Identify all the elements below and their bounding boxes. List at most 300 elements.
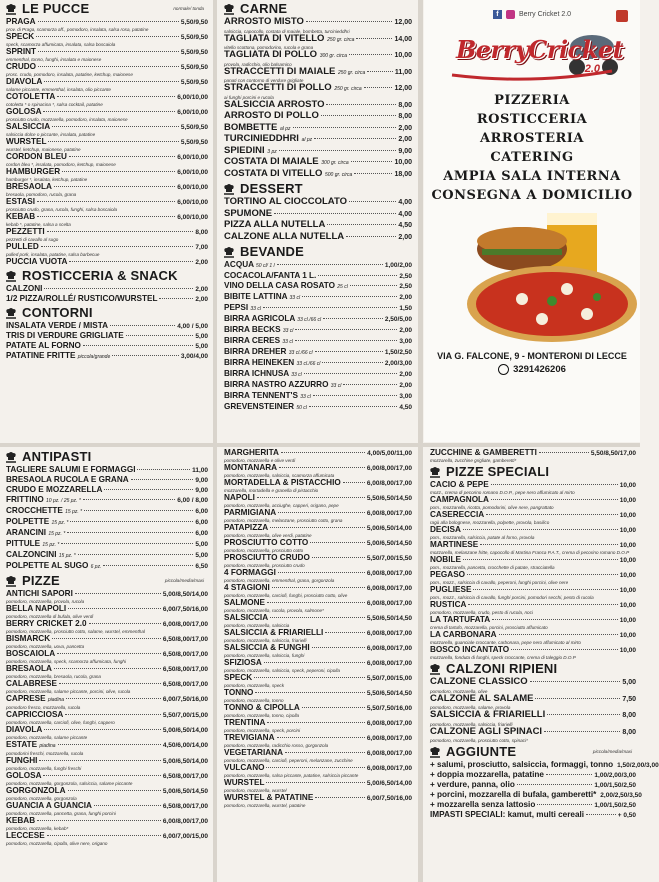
item-price: 10,00 [619,497,636,504]
item-price: 12,00 [394,19,412,26]
item-name: BIRRA BECKS [224,325,281,334]
item-description: pomodoro, mozzarella, speck, scamorza affumicata, funghi [6,659,127,664]
chef-icon [222,3,236,16]
menu-item [0,17,212,32]
section-title [428,465,640,479]
menu-item [218,281,416,292]
menu-item [218,553,416,568]
item-description: pomodoro, mozzarella, salsiccia, friarielli [430,721,513,727]
section-title-text: CALZONI RIPIENI [446,661,558,676]
item-name: HAMBURGER [6,167,61,176]
item-description: pomodoro, mozzarella, prosciutto cotto [224,548,304,553]
item-size: 250 gr. circa [334,86,362,92]
item-price: 6,00/8,00/17,00 [162,818,208,825]
menu-item [424,727,640,744]
item-size: 300 gr. circa [321,160,349,166]
phone-row[interactable] [424,364,640,375]
item-price: 1,00/2,00/3,00 [594,772,636,779]
menu-item [0,284,212,294]
item-description: mozzarella, fonduta di funghi, speck croccante, crema di taleggio D.O.P [430,655,576,660]
item-description: wurstel, ketchup, maionese, patatine [6,147,81,152]
item-size: 33 cl [282,328,294,334]
instagram-icon[interactable] [506,10,515,19]
facebook-icon[interactable]: f [493,10,502,19]
item-name: TAGLIATA DI POLLO [224,49,318,60]
item-price: 6,00/10,00 [177,184,208,191]
item-price: 6,00/7,50/16,00 [162,606,208,613]
panel-antipasti [0,448,212,882]
item-description: cotoletta * o spinacina *, salsa cocktail, patatine [6,102,103,107]
item-name: POLPETTE [6,517,50,526]
item-price: 8,00 [622,712,636,719]
item-name: SPECK [6,32,35,41]
item-name: SPECK [224,673,253,682]
menu-item [218,568,416,583]
menu-item [218,733,416,748]
item-size: 33 cl./66 cl [297,317,322,323]
item-size: al pz [301,137,313,143]
item-price: 6,00/10,00 [177,94,208,101]
item-description: pomodoro, mozzarella, prosciutto cotto, spinaci* [430,738,528,743]
item-price: 6,00/7,00/15,00 [162,833,208,840]
item-description: pomodoro, mozzarella e olive verdi [224,458,296,463]
menu-item [424,780,640,790]
menu-item [424,630,640,645]
item-description: pezzetti di cavallo al sugo [6,237,59,242]
item-name: LA CARBONARA [430,630,497,639]
section-subtitle: piccola/media/maxi [164,578,204,583]
item-price: 5,50/8,50/17,00 [590,450,636,457]
chef-icon [4,3,18,16]
item-price: 1,00/2,00 [384,262,412,269]
menu-item [218,508,416,523]
menu-item [218,583,416,598]
item-description: pomodoro, mozzarella, gorgonzola [6,796,77,801]
menu-item [218,83,416,100]
item-description: pomodoro, mozzarella, bresaola, rucola, grana [6,674,101,679]
item-description: pomodoro, mozzarella, emmenthal, grana, gorgonzola [224,578,335,583]
menu-item [424,555,640,570]
item-price: 6,00/8,00/17,00 [366,465,412,472]
brand-logo [442,27,622,85]
item-name: 4 FORMAGGI [224,568,276,577]
logo-version: 2.0 [584,63,600,75]
section-subtitle: normale/ tonda [173,6,204,11]
item-description: pomodoro, mozzarella, acciughe, capperi, origano, pepe [224,503,339,508]
item-name: + porcini, mozzarella di bufala, gamberetti* [430,790,597,799]
item-size: 15 pz. * [51,520,69,526]
item-price: 2,00/3,00 [384,360,412,367]
menu-item [218,232,416,244]
item-price: 5,50/6,50/14,50 [366,495,412,502]
menu-item [0,831,212,846]
item-name: WURSTEL [224,778,265,787]
item-description: pomodoro, mozzarella, wurstel, patatine [224,803,306,808]
menu-item [0,771,212,786]
menu-item [0,528,212,539]
item-price: 5,00/6,50/14,50 [366,540,412,547]
item-name: BOSCAIOLA [6,649,56,658]
menu-item [0,212,212,227]
item-description: pomodoro, mozzarella, prosciutto crudo [224,563,305,568]
item-name: ANTICHI SAPORI [6,589,73,598]
item-name: PULLED [6,242,39,251]
item-price: 6,50/8,00/17,00 [162,773,208,780]
item-price: 5,50/9,50 [180,139,208,146]
services-list [424,93,640,203]
menu-item [0,107,212,122]
item-name: CALZONCINI [6,550,57,559]
item-price: 6,00/7,50/16,00 [366,795,412,802]
item-name: TRIS DI VERDURE GRIGLIATE [6,331,124,340]
menu-item [0,506,212,517]
section-title-text: CARNE [240,1,288,16]
item-price: 3,00/4,00 [180,353,208,360]
item-name: MORTADELLA & PISTACCHIO [224,478,341,487]
menu-item [0,550,212,561]
menu-item [424,480,640,495]
item-price: 1,50/2,50 [384,349,412,356]
item-description: salame piccante, emmenthal, insalata, olio piccante [6,87,111,92]
menu-item [0,77,212,92]
menu-item [218,658,416,673]
item-name: SPIEDINI [224,144,265,156]
item-name: TONNO [224,688,254,697]
item-size: 33 cl [300,394,311,400]
item-price: 5,50/9,50 [180,79,208,86]
item-name: TAGLIATA DI VITELLO [224,32,325,44]
item-name: BOSCO INCANTATO [430,645,510,654]
item-name: TAGLIERE SALUMI E FORMAGGI [6,465,136,474]
item-price: 6,50/8,00/17,00 [162,803,208,810]
item-price: 1,50 [399,305,412,312]
item-description: pomodoro, mozzarella, speck [224,683,285,688]
item-size: piccola/grande [77,354,111,360]
chef-icon [4,451,18,464]
item-size: piadina [39,743,56,749]
menu-item [0,786,212,801]
section-subtitle: piccola/media/maxi [592,749,632,754]
item-name: ESTASI [6,197,35,206]
menu-item [218,34,416,51]
item-price: 6,00 [195,508,208,515]
menu-item [218,391,416,402]
menu-item [0,182,212,197]
item-price: 5,00/6,50/14,00 [162,727,208,734]
item-price: 10,00 [619,572,636,579]
item-price: 18,00 [394,170,412,178]
item-name: DIAVOLA [6,77,43,86]
menu-item [0,634,212,649]
item-price: 5,00/8,50/14,00 [162,591,208,598]
item-description: pomodoro, mozzarella, kebab* [6,826,69,831]
menu-item [0,561,212,572]
item-price: 5,00 [622,679,636,686]
item-price: 5,00/6,50/14,00 [366,525,412,532]
item-price: 5,00 [195,333,208,340]
menu-item [218,314,416,325]
item-description: prosciutto crudo, mozzarella, pomodoro, insalata, maionese [6,117,128,122]
menu-item [0,664,212,679]
item-name: CAPRICCIOSA [6,710,64,719]
item-price: 2,00 [195,286,208,293]
section-title [222,245,416,259]
item-name: BIRRA NASTRO AZZURRO [224,380,329,389]
item-name: CAPRESE [6,694,46,703]
menu-item [218,67,416,84]
item-size: 3 pz [267,148,277,155]
item-name: CALZONE CLASSICO [430,676,528,687]
menu-item [424,694,640,711]
service-item: ARROSTERIA [480,131,584,146]
item-name: SALSICCIA [224,613,269,622]
item-description: pomodoro, mozzarella, salame, provola [430,705,511,710]
item-size: al pz [279,125,291,132]
item-name: CACIO & PEPE [430,480,489,489]
item-price: 8,00 [398,101,412,109]
item-name: STRACCETTI DI POLLO [224,82,332,93]
item-name: BISMARCK [6,634,51,643]
item-description: pomodoro, mozzarella, salsiccia, friarielli [224,638,307,643]
item-name: PROSCIUTTO COTTO [224,538,309,547]
item-size: 33 cl [289,295,301,301]
menu-item [218,493,416,508]
item-name: BIRRA TENNENT'S [224,391,298,400]
item-description: hamburger *, insalata, ketchup, patatine [6,177,88,182]
item-name: BRESAOLA [6,182,52,191]
item-name: BIRRA AGRICOLA [224,314,295,323]
menu-item [218,598,416,613]
menu-item [0,331,212,341]
item-price: 6,00/8,00/17,00 [366,735,412,742]
item-description: pomodoro, mozzarella, gorgonzola, salsiccia, salame piccante [6,781,133,786]
menu-item [0,589,212,604]
item-size: 25 cl [337,284,348,290]
menu-item [0,801,212,816]
item-description: cordon bleu *, insalata, pomodoro, ketchup, maionese [6,162,116,167]
item-description: pomodoro, mozzarella, salsiccia, speck, peperoni, cipolla [224,668,340,673]
item-description: prov. di Praga, scamorza aff., pomodoro, insalata, salsa rosa, patatine [6,27,149,32]
item-name: INSALATA VERDE / MISTA [6,321,109,330]
item-price: 6,00/8,00/17,00 [366,765,412,772]
item-name: ACQUA [224,260,254,269]
item-name: KEBAB [6,816,36,825]
item-price: 5,50/6,50/14,50 [366,690,412,697]
item-description: provola, radicchio, olio balsamico [224,61,292,67]
item-size: 33 cl./66 cl [296,361,321,367]
item-name: PATATE AL FORNO [6,341,81,350]
section-title-text: PIZZE [22,573,60,588]
menu-item [0,242,212,257]
menu-item [0,152,212,167]
item-description: mozzarella, mortadella e granella di pistacchio [224,488,319,493]
item-size: 33 cl [282,339,293,345]
item-price: 2,00 [399,327,412,334]
item-price: 5,00 [195,541,208,548]
item-description: pomodoro, mozzarella, tonno [224,698,284,703]
item-price: 6,00 / 8,00 [177,497,208,504]
item-price: 8,00 [195,229,208,236]
menu-item [218,380,416,391]
item-description: pomodoro, mozzarella, tonno, cipolla [224,713,300,718]
item-description: pomodoro, mozzarella, salsa piccante, patatine, salsiccia piccante [224,773,359,778]
chef-icon [428,466,442,479]
item-price: 10,00 [619,617,636,624]
item-name: SALSICCIA [6,122,51,131]
item-size: 33 cl [291,372,302,378]
item-description: pomodoro, mozzarella, crudo, pesto di rucola, noci [430,610,533,615]
menu-item [0,517,212,528]
menu-item [218,402,416,413]
service-item: AMPIA SALA INTERNA [443,169,621,184]
item-name: BIRRA ICHNUSA [224,369,289,378]
item-description: pom., mozzarella, pancetta, crocchette di patate, stracciatella [430,565,555,570]
chef-icon [4,307,18,320]
item-price: 2,00 [399,382,412,389]
item-size: 10 pz. / 25 pz. * [46,498,81,504]
item-name: PEZZETTI [6,227,45,236]
item-price: 9,00 [195,487,208,494]
menu-item [424,710,640,727]
item-name: PEGASO [430,570,466,579]
logo-text: BerryCricket [456,35,624,64]
menu-item [424,645,640,660]
item-name: CRUDO E MOZZARELLA [6,485,103,494]
item-price: 6,00/8,00/17,00 [366,480,412,487]
item-name: PRAGA [6,17,36,26]
item-price: 6,00/8,00/17,00 [366,720,412,727]
section-title-text: CONTORNI [22,305,93,320]
item-name: PATATINE FRITTE [6,351,76,360]
item-name: CASERECCIA [430,510,485,519]
item-name: VEGETARIANA [224,748,283,757]
item-description: crema di tartufo, mozzarella, porcini, prosciutto affumicato [430,625,548,630]
item-price: 4,00 / 5,00 [177,323,208,330]
item-price: 5,50/7,00/15,50 [366,555,412,562]
menu-item [218,688,416,703]
item-size: 6 pz. [90,564,102,570]
item-price: 6,00/8,00/17,00 [366,645,412,652]
item-name: PROSCIUTTO CRUDO [224,553,310,562]
item-price: 2,00 [398,124,412,132]
item-name: BIRRA CERES [224,336,281,345]
item-description: pomodoro, mozzarella, rucola, provola, salmone* [224,608,324,613]
menu-item [0,475,212,485]
item-size: 250 gr. circa [338,69,366,76]
item-price: 10,00 [619,557,636,564]
menu-item [424,448,640,463]
fold-line [418,0,423,882]
item-description: pomodoro, mozzarella, speck, porcini [224,728,301,733]
item-size: 500 gr. circa [324,171,353,178]
menu-item [218,169,416,181]
item-name: NOBILE [430,555,461,564]
menu-item [424,800,640,810]
item-price: 7,50 [622,695,636,703]
item-size: 250 gr. circa [327,36,355,43]
menu-item [0,816,212,831]
item-price: 2,50 [399,273,412,280]
item-size: 50 cl [296,405,307,411]
item-description: pomodoro, mozzarella, salsiccia, funghi [224,653,305,658]
item-price: 5,00 [195,343,208,350]
item-name: ZUCCHINE & GAMBERETTI [430,448,537,457]
item-name: 1/2 PIZZA/ROLLÉ/ RUSTICO/WURSTEL [6,294,158,303]
menu-item [218,643,416,658]
item-description: pomodoro, mozzarella, salame piccante [6,735,88,740]
item-price: 2,50/5,00 [384,316,412,323]
section-title-text: DESSERT [240,181,303,196]
item-description: pomodoro, mozzarella, melanzane, prosciutto cotto, grana [224,518,343,523]
item-description: ragù alla bolognese, mozzarella, polpette, provola, basilico [430,520,550,525]
item-price: 6,50/8,00/17,00 [162,651,208,658]
item-description: pomodoro, mozzarella, funghi freschi [6,766,82,771]
item-price: 6,00/10,00 [177,199,208,206]
item-name: CRUDO [6,62,37,71]
item-price: 9,00 [195,477,208,484]
panel-cover [424,0,640,442]
menu-item [0,740,212,756]
item-name: BOMBETTE [224,121,278,133]
item-price: 4,00/5,00/11,00 [367,450,412,457]
item-name: NAPOLI [224,493,255,502]
item-name: PIZZA ALLA NUTELLA [224,219,326,230]
menu-item [218,748,416,763]
item-price: 2,00 [398,136,412,143]
menu-item [218,271,416,281]
item-price: 11,00 [192,467,208,474]
item-description: vitello scottona, pomodorino, rucola e grana [224,45,314,50]
item-price: 10,00 [619,647,636,654]
item-price: 6,00/8,00/17,00 [366,600,412,607]
item-price: 2,00 [195,259,208,266]
item-price: 4,50/6,00/14,00 [162,742,208,749]
item-name: BERRY CRICKET 2.0 [6,619,87,628]
item-price: 6,00/10,00 [177,109,208,116]
item-price: 9,00 [398,147,412,155]
item-name: BELLA NAPOLI [6,604,67,613]
item-description: pomodoro, mozzarella, uova, pancetta [6,644,85,649]
item-description: pomodoro, mozzarella, olive verdi, patatine [224,533,312,538]
item-name: DECISA [430,525,461,534]
item-description: pomodoro, mozzarella, salame piccante, porcini, olive, rucola [6,689,131,694]
address: VIA G. FALCONE, 9 - MONTERONI DI LECCE [437,351,627,361]
item-price: 6,00/8,00/17,00 [366,660,412,667]
item-size: 15 pz. * [65,509,83,515]
panel-pucce [0,0,212,442]
menu-item [0,649,212,664]
item-price: 6,50/8,00/17,00 [162,666,208,673]
item-description: mozzarella, melanzane fritte, capocollo di Martina Franca P.A.T., crema di pecorino romano D.O.P [430,550,630,555]
menu-item [218,703,416,718]
item-name: GORGONZOLA [6,786,66,795]
menu-item [424,615,640,630]
item-name: + mozzarella senza lattosio [430,800,536,809]
item-description: panati con contorno di verdure grigliate [224,78,304,83]
item-price: 4,50 [399,404,412,411]
menu-item [218,303,416,314]
item-name: STRACCETTI DI MAIALE [224,65,336,77]
item-name: 4 STAGIONI [224,583,270,592]
item-description: pulled pork, insalata, patatine, salsa barbecue [6,252,100,257]
menu-item [0,62,212,77]
phone-number[interactable]: 3291426206 [513,364,566,375]
item-name: + doppia mozzarella, patatine [430,770,544,779]
item-price: 6,50/8,00/17,00 [162,681,208,688]
menu-item [0,485,212,495]
brand-top-label: Berry Cricket 2.0 [518,11,572,18]
item-price: 6,50/8,00/17,00 [162,636,208,643]
